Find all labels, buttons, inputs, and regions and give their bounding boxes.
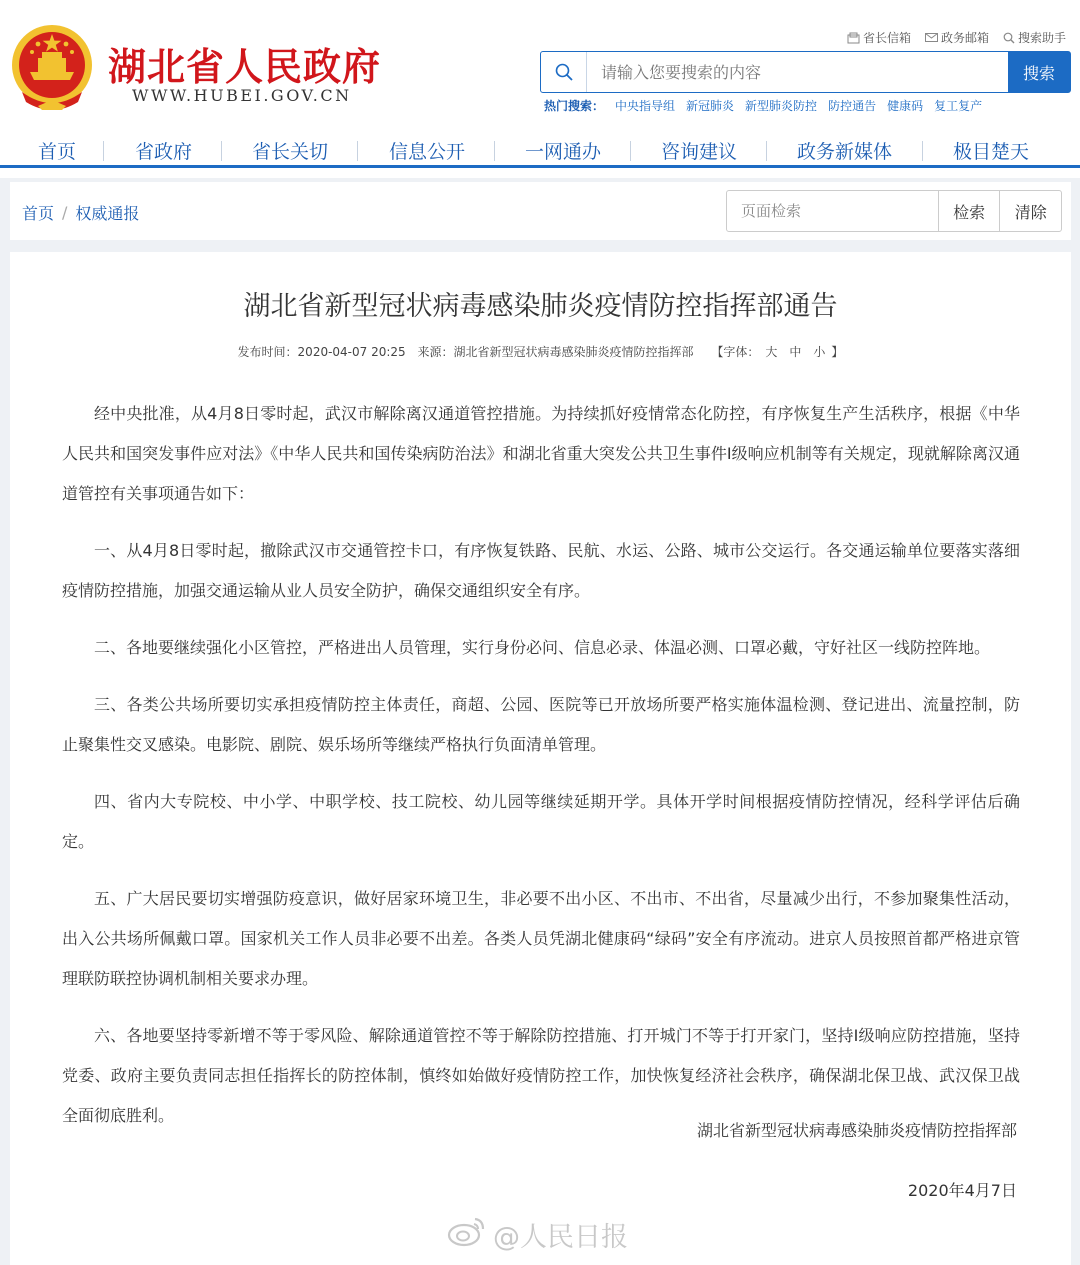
mail-icon (925, 32, 938, 43)
hot-search-item[interactable]: 防控通告 (828, 99, 877, 113)
hot-search-label: 热门搜索： (544, 99, 605, 113)
nav-underline (0, 165, 1080, 168)
breadcrumb-home[interactable]: 首页 (22, 204, 55, 223)
article-meta (10, 343, 1071, 360)
site-header (0, 0, 1080, 178)
nav-divider (630, 141, 631, 161)
breadcrumb (22, 201, 139, 224)
governor-mailbox-label: 省长信箱 (862, 31, 911, 45)
watermark-text: @人民日报 (493, 1222, 628, 1253)
breadcrumb-bar (10, 182, 1071, 240)
nav-item-jimu-chutian[interactable]: 极目楚天 (953, 141, 1030, 163)
page-search-button[interactable]: 检索 (938, 191, 1000, 231)
nav-item-consultation[interactable]: 咨询建议 (661, 141, 738, 163)
nav-divider (221, 141, 222, 161)
nav-divider (922, 141, 923, 161)
font-size-large[interactable]: 大 (765, 345, 778, 359)
article-paragraph: 二、各地要继续强化小区管控，严格进出人员管理，实行身份必问、信息必录、体温必测、口罩必戴，守好社区一线防控阵地。 (94, 638, 991, 657)
nav-item-info-disclosure[interactable]: 信息公开 (389, 141, 466, 163)
nav-divider (766, 141, 767, 161)
font-size-small[interactable]: 小 (813, 345, 826, 359)
article-date: 2020年4月7日 (907, 1181, 1017, 1200)
article-title: 湖北省新型冠状病毒感染肺炎疫情防控指挥部通告 (243, 291, 838, 322)
page-search (726, 190, 1062, 232)
page-search-input[interactable] (727, 191, 938, 231)
hot-search-item[interactable]: 新冠肺炎 (686, 99, 735, 113)
watermark (447, 1215, 628, 1254)
site-search-button[interactable]: 搜索 (1008, 52, 1070, 92)
search-assistant-label: 搜索助手 (1017, 31, 1066, 45)
nav-divider (357, 141, 358, 161)
gov-email-link[interactable] (925, 29, 989, 46)
site-url: WWW.HUBEI.GOV.CN (132, 86, 352, 105)
font-size-label-end: 】 (831, 345, 844, 359)
article-paragraph: 五、广大居民要切实增强防疫意识，做好居家环境卫生，非必要不出小区、不出市、不出省，尽量减少出行，不参加聚集性活动，出入公共场所佩戴口罩。国家机关工作人员非必要不出差。各类人员凭湖北健康码“绿码”安全有序流动。进京人员按照首都严格进京管理联防联控协调机制相关要求办理。 (62, 889, 1020, 988)
nav-item-provincial-government[interactable]: 省政府 (135, 141, 193, 163)
hot-search-item[interactable]: 中央指导组 (615, 99, 676, 113)
weibo-icon (447, 1215, 487, 1254)
nav-divider (494, 141, 495, 161)
article-paragraph: 六、各地要坚持零新增不等于零风险、解除通道管控不等于解除防控措施、打开城门不等于打开家门，坚持I级响应防控措施，坚持党委、政府主要负责同志担任指挥长的防控体制，慎终如始做好疫情防控工作，加快恢复经济社会秩序，确保湖北保卫战、武汉保卫战全面彻底胜利。 (62, 1026, 1020, 1125)
font-size-label: 【字体： (711, 345, 760, 359)
national-emblem-icon[interactable] (8, 22, 96, 112)
article-paragraph: 一、从4月8日零时起，撤除武汉市交通管控卡口，有序恢复铁路、民航、水运、公路、城市公交运行。各交通运输单位要落实落细疫情防控措施，加强交通运输从业人员安全防护，确保交通组织安全有序。 (62, 541, 1020, 600)
nav-divider (103, 141, 104, 161)
site-title[interactable]: 湖北省人民政府 (108, 45, 382, 89)
site-search-box (540, 51, 1071, 93)
article-paragraph: 四、省内大专院校、中小学、中职学校、技工院校、幼儿园等继续延期开学。具体开学时间根据疫情防控情况，经科学评估后确定。 (62, 792, 1020, 851)
article-paragraph: 三、各类公共场所要切实承担疫情防控主体责任，商超、公园、医院等已开放场所要严格实施体温检测、登记进出、流量控制，防止聚集性交叉感染。电影院、剧院、娱乐场所等继续严格执行负面清单管理。 (62, 695, 1020, 754)
hot-search-item[interactable]: 复工复产 (934, 99, 983, 113)
search-assistant-link[interactable] (1003, 29, 1066, 46)
nav-item-new-media[interactable]: 政务新媒体 (797, 141, 893, 163)
search-icon[interactable] (541, 52, 587, 92)
governor-mailbox-link[interactable] (847, 29, 911, 46)
breadcrumb-current[interactable]: 权威通报 (75, 204, 140, 223)
article-source: 来源：湖北省新型冠状病毒感染肺炎疫情防控指挥部 (417, 345, 694, 359)
nav-item-one-stop-service[interactable]: 一网通办 (525, 141, 602, 163)
article-signature: 湖北省新型冠状病毒感染肺炎疫情防控指挥部 (696, 1121, 1017, 1140)
assistant-icon (1003, 32, 1015, 44)
hot-search-item[interactable]: 新型肺炎防控 (745, 99, 818, 113)
article-paragraph: 经中央批准，从4月8日零时起，武汉市解除离汉通道管控措施。为持续抓好疫情常态化防控，有序恢复生产生活秩序，根据《中华人民共和国突发事件应对法》《中华人民共和国传染病防治法》和湖北省重大突发公共卫生事件I级响应机制等有关规定，现就解除离汉通道管控有关事项通告如下： (62, 404, 1020, 503)
breadcrumb-separator: / (62, 203, 68, 222)
nav-item-governor-concerns[interactable]: 省长关切 (252, 141, 329, 163)
top-links (847, 29, 1066, 46)
font-size-medium[interactable]: 中 (789, 345, 802, 359)
article-body (62, 394, 1020, 1153)
hot-searches (544, 97, 982, 114)
publish-time: 发布时间：2020-04-07 20:25 (237, 345, 406, 359)
nav-item-home[interactable]: 首页 (38, 141, 77, 163)
gov-email-label: 政务邮箱 (940, 31, 989, 45)
site-search-input[interactable] (587, 52, 1008, 92)
page-search-clear-button[interactable]: 清除 (999, 191, 1061, 231)
mailbox-icon (847, 32, 860, 44)
article-panel (10, 252, 1071, 1265)
hot-search-item[interactable]: 健康码 (887, 99, 924, 113)
